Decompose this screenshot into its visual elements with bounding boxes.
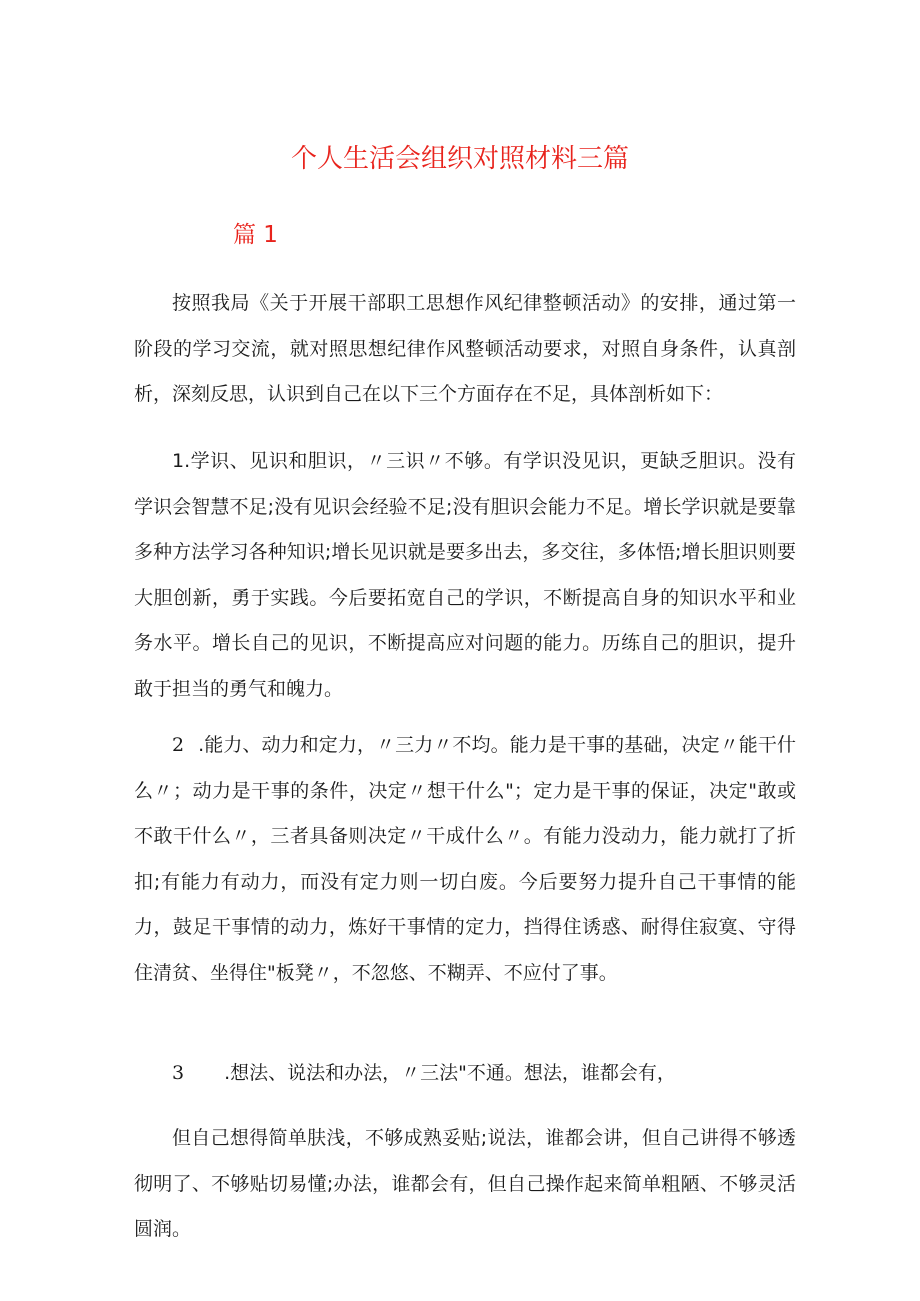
item-3-paragraph — [134, 1051, 796, 1097]
item-2-number: 2 — [172, 734, 185, 756]
item-3-text: .想法、说法和办法，〃三法"不通。想法，谁都会有， — [224, 1062, 676, 1084]
intro-paragraph: 按照我局《关于开展干部职工思想作风纪律整顿活动》的安排，通过第一阶段的学习交流，就对照思想纪律作风整顿活动要求，对照自身条件，认真剖析，深刻反思，认识到自己在以下三个方面存在不足，具体剖析如下： — [134, 292, 796, 406]
item-3-continuation-paragraph: 但自己想得简单肤浅，不够成熟妥贴;说法，谁都会讲，但自己讲得不够透彻明了、不够贴切易懂;办法，谁都会有，但自己操作起来简单粗陋、不够灵活圆润。 — [134, 1127, 796, 1241]
item-1-paragraph: 1.学识、见识和胆识，〃三识〃不够。有学识没见识，更缺乏胆识。没有学识会智慧不足;没有见识会经验不足;没有胆识会能力不足。增长学识就是要靠多种方法学习各种知识;增长见识就是要多出去，多交往，多体悟;增长胆识则要大胆创新，勇于实践。今后要拓宽自己的学识，不断提高自身的知识水平和业务水平。增长自己的见识，不断提高应对问题的能力。历练自己的胆识，提升敢于担当的勇气和魄力。 — [134, 450, 796, 700]
document-title: 个人生活会组织对照材料三篇 — [290, 144, 629, 174]
chapter-heading: 篇 1 — [233, 222, 278, 248]
item-3-number: 3 — [172, 1062, 185, 1084]
item-2-text: .能力、动力和定力，〃三力〃不均。能力是干事的基础，决定〃能干什么〃；动力是干事的条件，决定〃想干什么"；定力是干事的保证，决定"敢或不敢干什么〃，三者具备则决定〃干成什么〃。有能力没动力，能力就打了折扣;有能力有动力，而没有定力则一切白废。今后要努力提升自己干事情的能力，鼓足干事情的动力，炼好干事情的定力，挡得住诱惑、耐得住寂寞、守得住清贫、坐得住"板凳〃，不忽悠、不糊弄、不应付了事。 — [134, 734, 796, 984]
item-2-paragraph — [134, 723, 796, 997]
